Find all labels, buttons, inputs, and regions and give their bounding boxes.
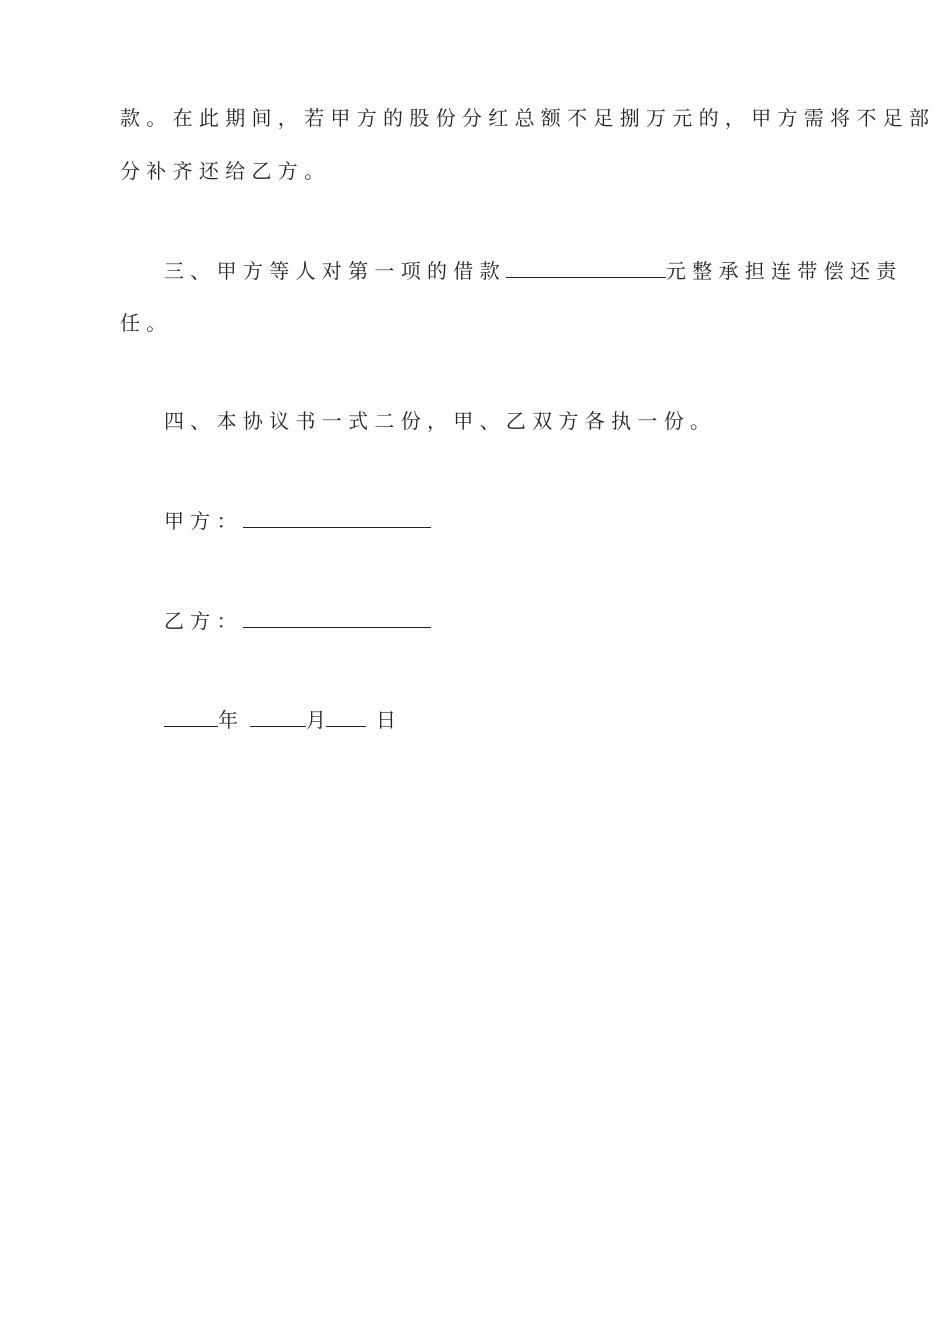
paragraph-2-line-1: 款。在此期间，若甲方的股份分红总额不足捌万元的，甲方需将不足部 [120,106,936,130]
paragraph-4: 四、本协议书一式二份，甲、乙双方各执一份。 [164,409,717,433]
month-blank [250,708,306,727]
party-b-signature-blank [243,609,431,628]
date-day-label: 日 [376,708,396,732]
party-a-signature [164,509,431,533]
date-line [164,708,396,732]
party-a-label: 甲方： [164,509,243,533]
party-b-signature [164,609,431,633]
paragraph-3-line-2: 任。 [120,311,173,335]
paragraph-3-text-a: 三、甲方等人对第一项的借款 [164,259,506,283]
paragraph-3-text-b: 元整承担连带偿还责 [665,259,903,283]
date-month-label: 月 [306,708,326,732]
paragraph-2-line-2: 分补齐还给乙方。 [120,159,331,183]
party-b-label: 乙方： [164,609,243,633]
year-blank [164,708,218,727]
date-year-label: 年 [218,708,238,732]
day-blank [326,708,366,727]
paragraph-3-line-1 [164,259,903,283]
loan-amount-blank [506,259,666,278]
party-a-signature-blank [243,509,431,528]
